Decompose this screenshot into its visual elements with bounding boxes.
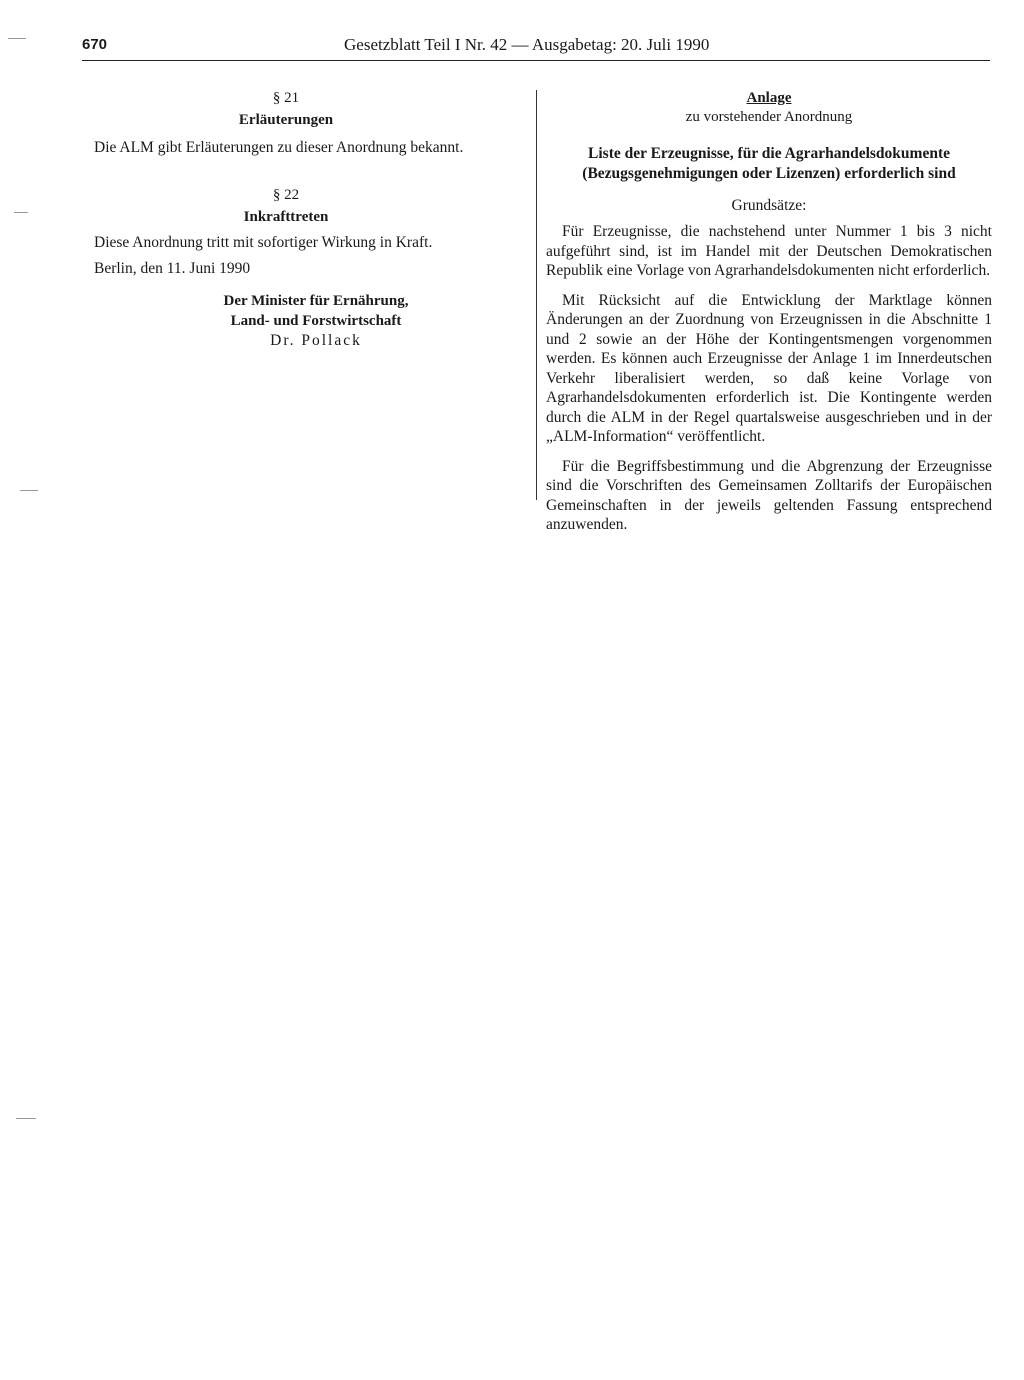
- principles-heading: Grundsätze:: [731, 197, 807, 214]
- section-21-heading: Erläuterungen: [238, 112, 334, 128]
- page-number: 670: [82, 36, 108, 53]
- scan-mark: [8, 38, 26, 39]
- section-22-heading: Inkrafttreten: [243, 209, 329, 225]
- list-title-line2: (Bezugsgenehmigungen oder Lizenzen) erforderlich sind: [582, 165, 956, 182]
- page-header: [82, 36, 990, 62]
- annex-subtitle: zu vorstehender Anordnung: [685, 109, 853, 125]
- signature-line2: Land- und Forstwirtschaft: [230, 313, 402, 329]
- signature-line1: Der Minister für Ernährung,: [223, 293, 409, 309]
- section-21-text: Die ALM gibt Erläuterungen zu dieser Anordnung bekannt.: [94, 139, 464, 156]
- header-rule: [82, 60, 990, 61]
- principles-paragraph-1: Für Erzeugnisse, die nachstehend unter Nummer 1 bis 3 nicht aufgeführt sind, ist im Handel mit der Deutschen Demokratischen Republik eine Vorlage von Agrarhandelsdokumenten nicht erforderlich.: [546, 223, 992, 279]
- place-date: Berlin, den 11. Juni 1990: [94, 260, 251, 277]
- section-22-number: § 22: [272, 187, 300, 203]
- section-22-text: Diese Anordnung tritt mit sofortiger Wirkung in Kraft.: [94, 234, 433, 251]
- header-title: Gesetzblatt Teil I Nr. 42 — Ausgabetag: 20. Juli 1990: [344, 35, 710, 54]
- scan-mark: [20, 490, 38, 491]
- column-divider: [536, 90, 537, 500]
- scan-mark: [16, 1118, 36, 1119]
- right-column: [546, 86, 992, 535]
- list-title-line1: Liste der Erzeugnisse, für die Agrarhandelsdokumente: [588, 145, 950, 162]
- annex-title: Anlage: [746, 90, 792, 106]
- principles-paragraph-2: Mit Rücksicht auf die Entwicklung der Marktlage können Änderungen an der Zuordnung von Erzeugnissen in die Abschnitte 1 und 2 sowie an der Höhe der Kontingentsmengen vorgenommen werden. Es können auch Erzeugnisse der Anlage 1 im Innerdeutschen Verkehr liberalisiert werden, so daß keine Vorlage von Agrarhandelsdokumenten erforderlich ist. Die Kontingente werden durch die ALM in der Regel quartalsweise ausgeschrieben und in der „ALM-Information“ veröffentlicht.: [546, 291, 992, 445]
- principles-paragraph-3: Für die Begriffsbestimmung und die Abgrenzung der Erzeugnisse sind die Vorschriften des Gemeinsamen Zolltarifs der Europäischen Gemeinschaften in der jeweils geltenden Fassung entsprechend anzuwenden.: [546, 457, 992, 533]
- scan-mark: [14, 212, 28, 213]
- left-column: [94, 86, 478, 351]
- signature-name: Dr. Pollack: [270, 332, 362, 349]
- section-21-number: § 21: [272, 90, 300, 106]
